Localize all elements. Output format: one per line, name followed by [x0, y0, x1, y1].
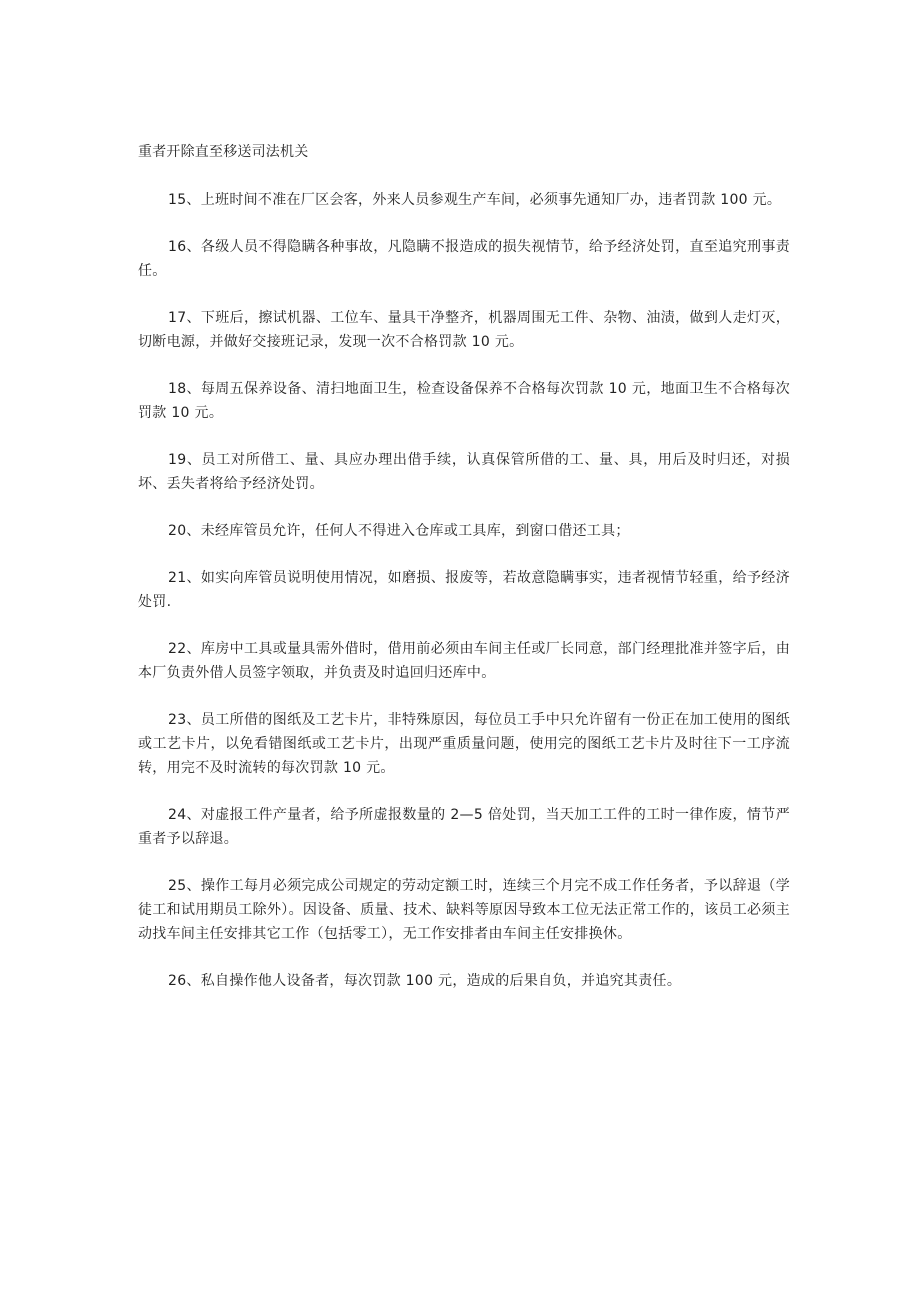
- rule-25: 25、操作工每月必须完成公司规定的劳动定额工时，连续三个月完不成工作任务者，予以辞退（学徒工和试用期员工除外）。因设备、质量、技术、缺料等原因导致本工位无法正常工作的，该员工必须主动找车间主任安排其它工作（包括零工），无工作安排者由车间主任安排换休。: [138, 878, 790, 942]
- rule-20: 20、未经库管员允许，任何人不得进入仓库或工具库，到窗口借还工具；: [168, 523, 630, 539]
- rule-22: 22、库房中工具或量具需外借时，借用前必须由车间主任或厂长同意，部门经理批准并签字后，由本厂负责外借人员签字领取，并负责及时追回归还库中。: [138, 641, 790, 681]
- rule-15: 15、上班时间不准在厂区会客，外来人员参观生产车间，必须事先通知厂办，违者罚款 100 元。: [168, 192, 782, 208]
- lead-line: 重者开除直至移送司法机关: [138, 144, 309, 160]
- rule-16: 16、各级人员不得隐瞒各种事故，凡隐瞒不报造成的损失视情节，给予经济处罚，直至追究刑事责任。: [138, 239, 790, 279]
- rule-21: 21、如实向库管员说明使用情况，如磨损、报废等，若故意隐瞒事实，违者视情节轻重，给予经济处罚.: [138, 570, 790, 610]
- rule-18: 18、每周五保养设备、清扫地面卫生，检查设备保养不合格每次罚款 10 元，地面卫生不合格每次罚款 10 元。: [138, 381, 790, 421]
- document-body: [138, 140, 790, 1016]
- rule-24: 24、对虚报工件产量者，给予所虚报数量的 2—5 倍处罚，当天加工工件的工时一律作废，情节严重者予以辞退。: [138, 807, 790, 847]
- rule-19: 19、员工对所借工、量、具应办理出借手续，认真保管所借的工、量、具，用后及时归还，对损坏、丢失者将给予经济处罚。: [138, 452, 790, 492]
- rule-17: 17、下班后，擦试机器、工位车、量具干净整齐，机器周围无工件、杂物、油渍，做到人走灯灭，切断电源，并做好交接班记录，发现一次不合格罚款 10 元。: [138, 310, 790, 350]
- rule-26: 26、私自操作他人设备者，每次罚款 100 元，造成的后果自负，并追究其责任。: [168, 973, 682, 989]
- rule-23: 23、员工所借的图纸及工艺卡片，非特殊原因，每位员工手中只允许留有一份正在加工使用的图纸或工艺卡片，以免看错图纸或工艺卡片，出现严重质量问题，使用完的图纸工艺卡片及时往下一工序流转，用完不及时流转的每次罚款 10 元。: [138, 712, 790, 776]
